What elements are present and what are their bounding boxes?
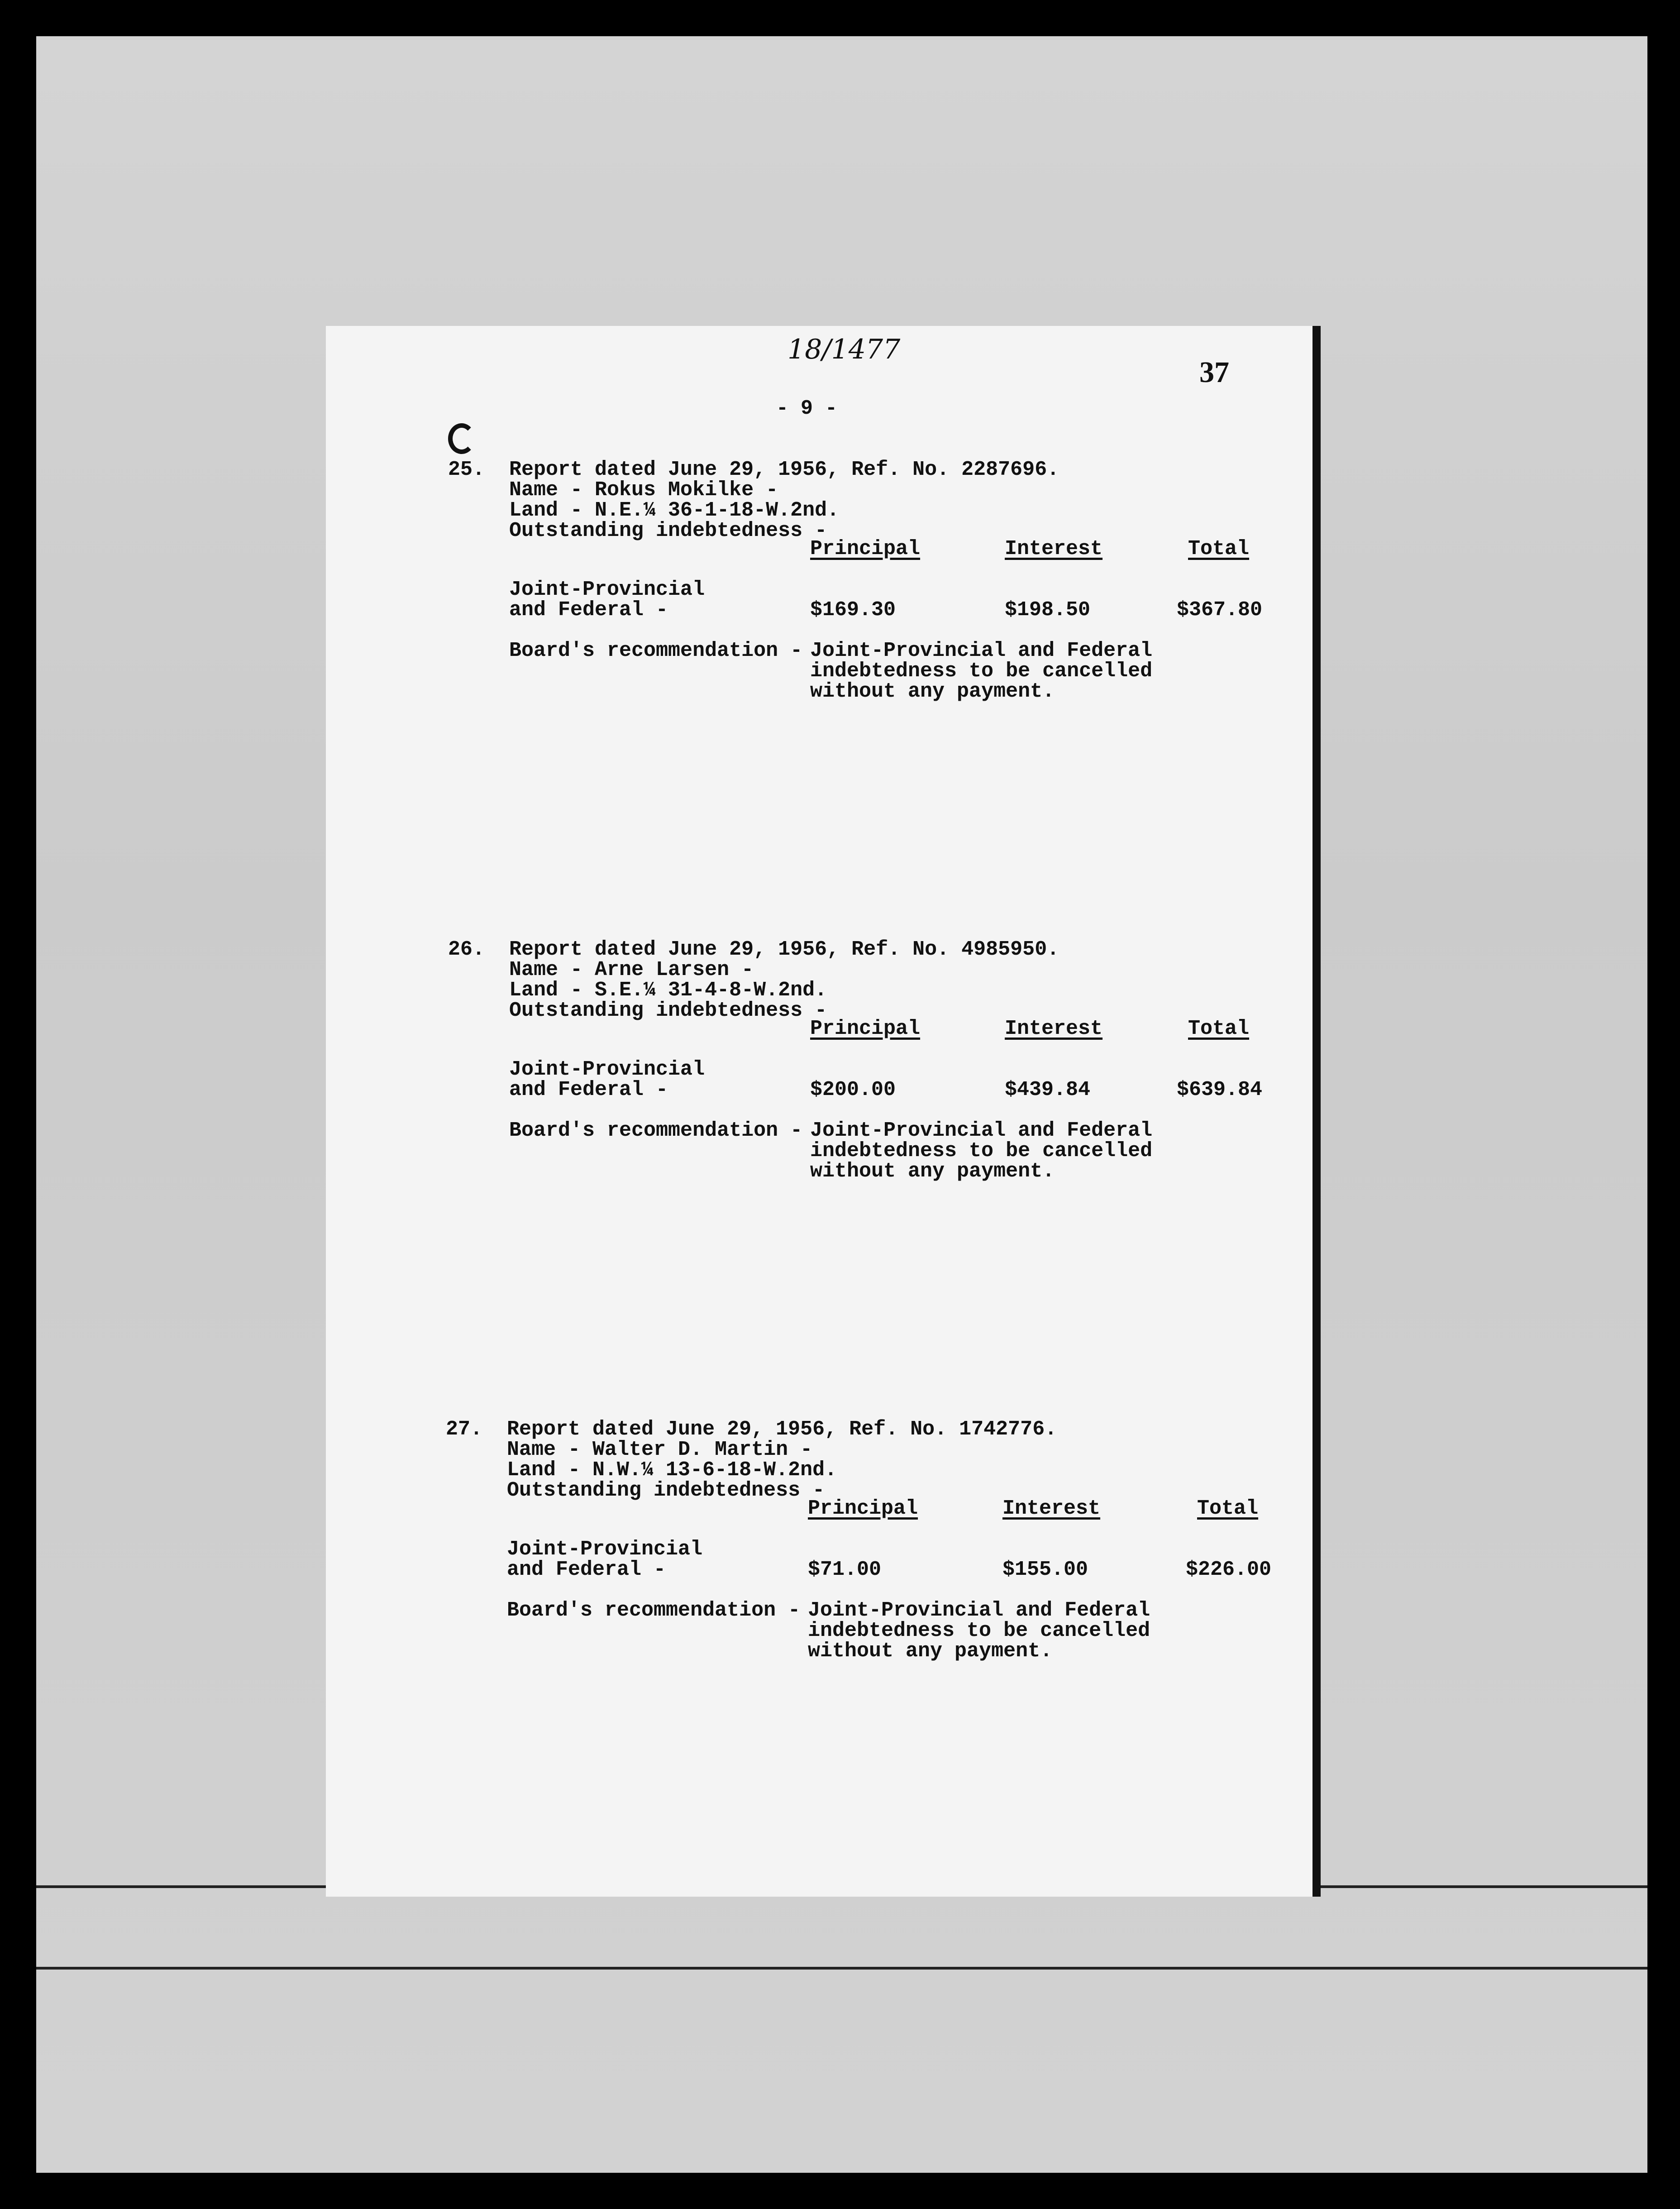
row-label: Joint-Provincial (507, 1538, 703, 1561)
row-label: and Federal - (509, 598, 668, 622)
recommendation-text: without any payment. (810, 1160, 1055, 1183)
report-line: Report dated June 29, 1956, Ref. No. 2287696. (509, 458, 1060, 481)
stamp-number: 37 (1199, 356, 1229, 389)
entry-number: 26. (448, 938, 485, 961)
recommendation-label: Board's recommendation - (507, 1599, 801, 1622)
principal-header: Principal (808, 1497, 918, 1520)
name-line: Name - Arne Larsen - (509, 958, 754, 981)
report-line: Report dated June 29, 1956, Ref. No. 1742776. (507, 1418, 1057, 1441)
land-line: Land - S.E.¼ 31-4-8-W.2nd. (509, 979, 827, 1002)
total-header: Total (1188, 1017, 1250, 1040)
principal-header: Principal (810, 1017, 921, 1040)
recommendation-text: Joint-Provincial and Federal (810, 1119, 1153, 1142)
interest-value: $155.00 (1002, 1558, 1088, 1581)
principal-value: $200.00 (810, 1078, 896, 1101)
recommendation-text: indebtedness to be cancelled (810, 660, 1153, 683)
handwritten-number: 18/1477 (788, 334, 901, 365)
page-label: - 9 - (776, 397, 838, 420)
total-value: $367.80 (1177, 598, 1263, 622)
document-page (326, 326, 1312, 1897)
principal-value: $169.30 (810, 598, 896, 622)
row-label: Joint-Provincial (509, 578, 705, 601)
recommendation-text: Joint-Provincial and Federal (808, 1599, 1150, 1622)
row-label: and Federal - (509, 1078, 668, 1101)
name-line: Name - Walter D. Martin - (507, 1438, 813, 1461)
punch-hole (448, 423, 475, 454)
background-rule-line (36, 1967, 1647, 1970)
outstanding-line: Outstanding indebtedness - (509, 519, 827, 542)
outstanding-line: Outstanding indebtedness - (507, 1479, 825, 1502)
row-label: and Federal - (507, 1558, 666, 1581)
total-value: $639.84 (1177, 1078, 1263, 1101)
total-header: Total (1188, 537, 1250, 560)
principal-value: $71.00 (808, 1558, 882, 1581)
entry-number: 27. (446, 1418, 483, 1441)
recommendation-text: without any payment. (808, 1640, 1053, 1663)
outstanding-line: Outstanding indebtedness - (509, 999, 827, 1022)
interest-value: $198.50 (1005, 598, 1091, 622)
entry-number: 25. (448, 458, 485, 481)
recommendation-label: Board's recommendation - (509, 639, 803, 662)
interest-header: Interest (1005, 537, 1103, 560)
name-line: Name - Rokus Mokilke - (509, 478, 778, 502)
interest-header: Interest (1002, 1497, 1101, 1520)
interest-value: $439.84 (1005, 1078, 1091, 1101)
recommendation-label: Board's recommendation - (509, 1119, 803, 1142)
recommendation-text: indebtedness to be cancelled (808, 1619, 1150, 1642)
recommendation-text: indebtedness to be cancelled (810, 1139, 1153, 1162)
total-header: Total (1197, 1497, 1259, 1520)
report-line: Report dated June 29, 1956, Ref. No. 4985950. (509, 938, 1060, 961)
total-value: $226.00 (1186, 1558, 1272, 1581)
land-line: Land - N.W.¼ 13-6-18-W.2nd. (507, 1458, 837, 1482)
recommendation-text: without any payment. (810, 680, 1055, 703)
row-label: Joint-Provincial (509, 1058, 705, 1081)
interest-header: Interest (1005, 1017, 1103, 1040)
land-line: Land - N.E.¼ 36-1-18-W.2nd. (509, 499, 840, 522)
recommendation-text: Joint-Provincial and Federal (810, 639, 1153, 662)
principal-header: Principal (810, 537, 921, 560)
